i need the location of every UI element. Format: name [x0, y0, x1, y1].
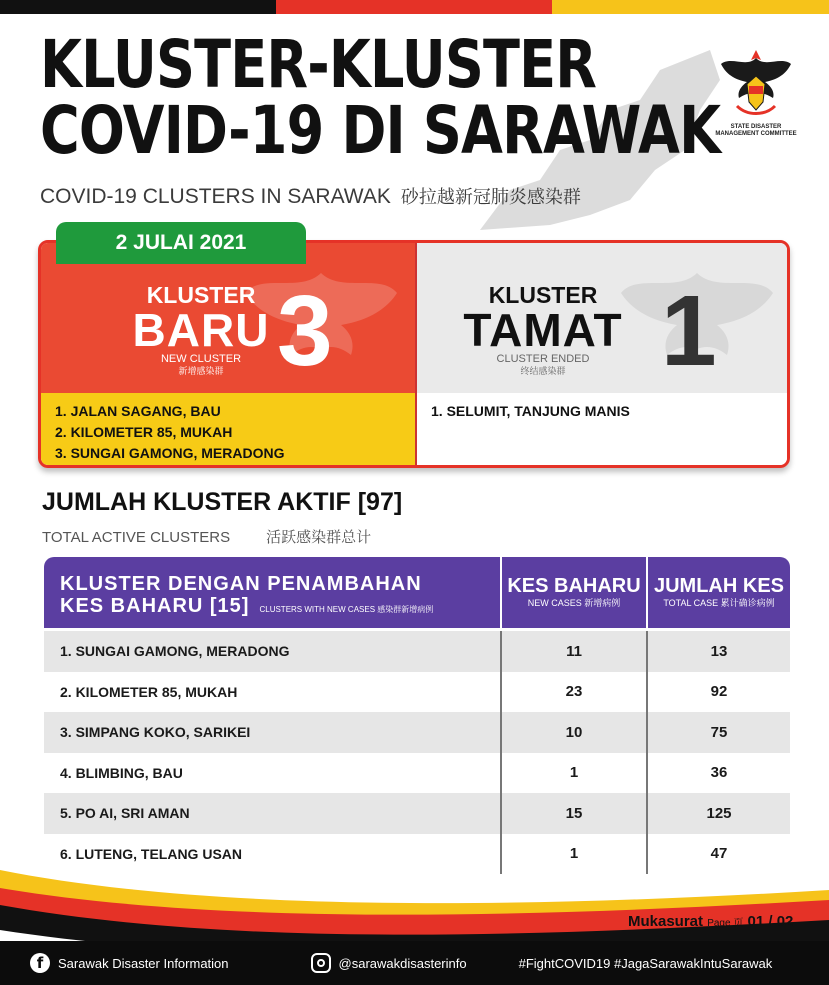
- clusters-table: [44, 557, 790, 874]
- cell-new-cases: 1: [500, 834, 646, 875]
- new-cluster-label-big: BARU: [132, 304, 270, 356]
- header-total-cases-sub: TOTAL CASE 累计确诊病例: [663, 598, 775, 608]
- cell-total-cases: 92: [646, 672, 790, 713]
- new-cluster-label-en: NEW CLUSTER: [160, 353, 242, 365]
- top-color-bar: [0, 0, 829, 14]
- new-cluster-list: [41, 393, 415, 465]
- cell-new-cases: 23: [500, 672, 646, 713]
- new-cluster-card: [41, 243, 415, 465]
- page-title: [40, 26, 721, 169]
- footer-hashtags: #FightCOVID19 #JagaSarawakIntuSarawak: [518, 955, 773, 971]
- instagram-icon: [311, 953, 331, 973]
- ended-cluster-header: [417, 243, 787, 393]
- ended-cluster-label-big: TAMAT: [463, 304, 623, 356]
- table-body: [44, 631, 790, 874]
- cell-new-cases: 1: [500, 753, 646, 794]
- cell-total-cases: 47: [646, 834, 790, 875]
- subtitle-zh: 砂拉越新冠肺炎感染群: [400, 187, 581, 207]
- cell-cluster-name: 2. KILOMETER 85, MUKAH: [60, 683, 238, 700]
- top-bar-black: [0, 0, 276, 14]
- active-sub-en: TOTAL ACTIVE CLUSTERS: [42, 529, 231, 546]
- new-cluster-label-small: KLUSTER: [146, 282, 256, 308]
- list-item: 1. SELUMIT, TANJUNG MANIS: [431, 403, 630, 419]
- cell-new-cases: 10: [500, 712, 646, 753]
- active-sub-zh: 活跃感染群总计: [266, 529, 372, 546]
- subtitle-en: COVID-19 CLUSTERS IN SARAWAK: [40, 185, 391, 208]
- header-total-cases-title: JUMLAH KES: [653, 575, 784, 597]
- new-cluster-label-zh: 新增感染群: [178, 366, 224, 376]
- header-new-cases-title: KES BAHARU: [507, 575, 641, 597]
- ended-cluster-label: [453, 283, 633, 377]
- ended-cluster-card: [415, 243, 787, 465]
- ended-cluster-label-small: KLUSTER: [488, 282, 598, 308]
- cluster-summary-cards: [38, 240, 790, 468]
- table-row: [44, 631, 790, 672]
- header-main-line-2: [60, 595, 500, 621]
- ended-cluster-count: 1: [661, 275, 717, 387]
- header-total-cases: [646, 557, 790, 628]
- cell-cluster-name: 4. BLIMBING, BAU: [60, 764, 183, 781]
- top-bar-yellow: [552, 0, 829, 14]
- footer-instagram[interactable]: [311, 953, 467, 973]
- page-number: 01 / 02: [747, 913, 794, 930]
- footer-bar: [0, 941, 829, 985]
- ended-cluster-label-zh: 终结感染群: [520, 366, 566, 376]
- title-line-2: COVID-19 DI SARAWAK: [40, 92, 721, 169]
- list-item: 1. JALAN SAGANG, BAU: [55, 403, 221, 419]
- top-bar-red: [276, 0, 552, 14]
- page-label-small: Page 页: [707, 918, 744, 929]
- list-item: 3. SUNGAI GAMONG, MERADONG: [55, 445, 285, 461]
- cell-total-cases: 36: [646, 753, 790, 794]
- ended-cluster-label-en: CLUSTER ENDED: [496, 353, 590, 365]
- cell-cluster-name: 3. SIMPANG KOKO, SARIKEI: [60, 724, 251, 741]
- table-row: [44, 712, 790, 753]
- header-main-line-2-text: KES BAHARU [15]: [60, 595, 250, 617]
- header-new-cases-sub: NEW CASES 新增病例: [527, 598, 621, 608]
- logo-org-line-2: MANAGEMENT COMMITTEE: [715, 131, 797, 137]
- cell-cluster-name: 1. SUNGAI GAMONG, MERADONG: [60, 643, 290, 660]
- active-clusters-subtitle: [42, 526, 371, 547]
- footer-facebook-text: Sarawak Disaster Information: [58, 955, 229, 971]
- ended-cluster-list: [417, 393, 787, 465]
- facebook-icon: f: [30, 953, 50, 973]
- cell-total-cases: 13: [646, 631, 790, 672]
- cell-cluster-name: 5. PO AI, SRI AMAN: [60, 805, 190, 822]
- table-row: [44, 834, 790, 875]
- page-subtitle: [40, 183, 581, 209]
- footer-facebook[interactable]: [30, 953, 229, 973]
- footer-instagram-text: @sarawakdisasterinfo: [338, 955, 467, 971]
- page-label: Mukasurat: [628, 913, 704, 930]
- new-cluster-count: 3: [277, 275, 333, 387]
- new-cluster-header: [41, 243, 415, 393]
- cell-total-cases: 75: [646, 712, 790, 753]
- cell-new-cases: 11: [500, 631, 646, 672]
- logo-org-line-1: STATE DISASTER: [730, 124, 782, 130]
- table-row: [44, 753, 790, 794]
- table-row: [44, 672, 790, 713]
- page-indicator: [628, 913, 793, 930]
- new-cluster-label: [101, 283, 301, 377]
- active-clusters-title: JUMLAH KLUSTER AKTIF [97]: [42, 488, 403, 516]
- table-row: [44, 793, 790, 834]
- title-line-1: KLUSTER-KLUSTER: [40, 26, 597, 103]
- table-header: [44, 557, 790, 631]
- cell-new-cases: 15: [500, 793, 646, 834]
- header-main-sub: CLUSTERS WITH NEW CASES 感染群新增病例: [259, 605, 434, 614]
- date-badge: 2 JULAI 2021: [56, 222, 306, 264]
- state-disaster-logo: [714, 46, 798, 138]
- header-cluster-name: [44, 557, 500, 628]
- header-main-line-1: KLUSTER DENGAN PENAMBAHAN: [60, 573, 422, 595]
- list-item: 2. KILOMETER 85, MUKAH: [55, 424, 233, 440]
- cell-cluster-name: 6. LUTENG, TELANG USAN: [60, 845, 243, 862]
- sarawak-crest-icon: [717, 46, 795, 120]
- logo-org-name: [714, 124, 798, 138]
- cell-total-cases: 125: [646, 793, 790, 834]
- header-new-cases: [500, 557, 646, 628]
